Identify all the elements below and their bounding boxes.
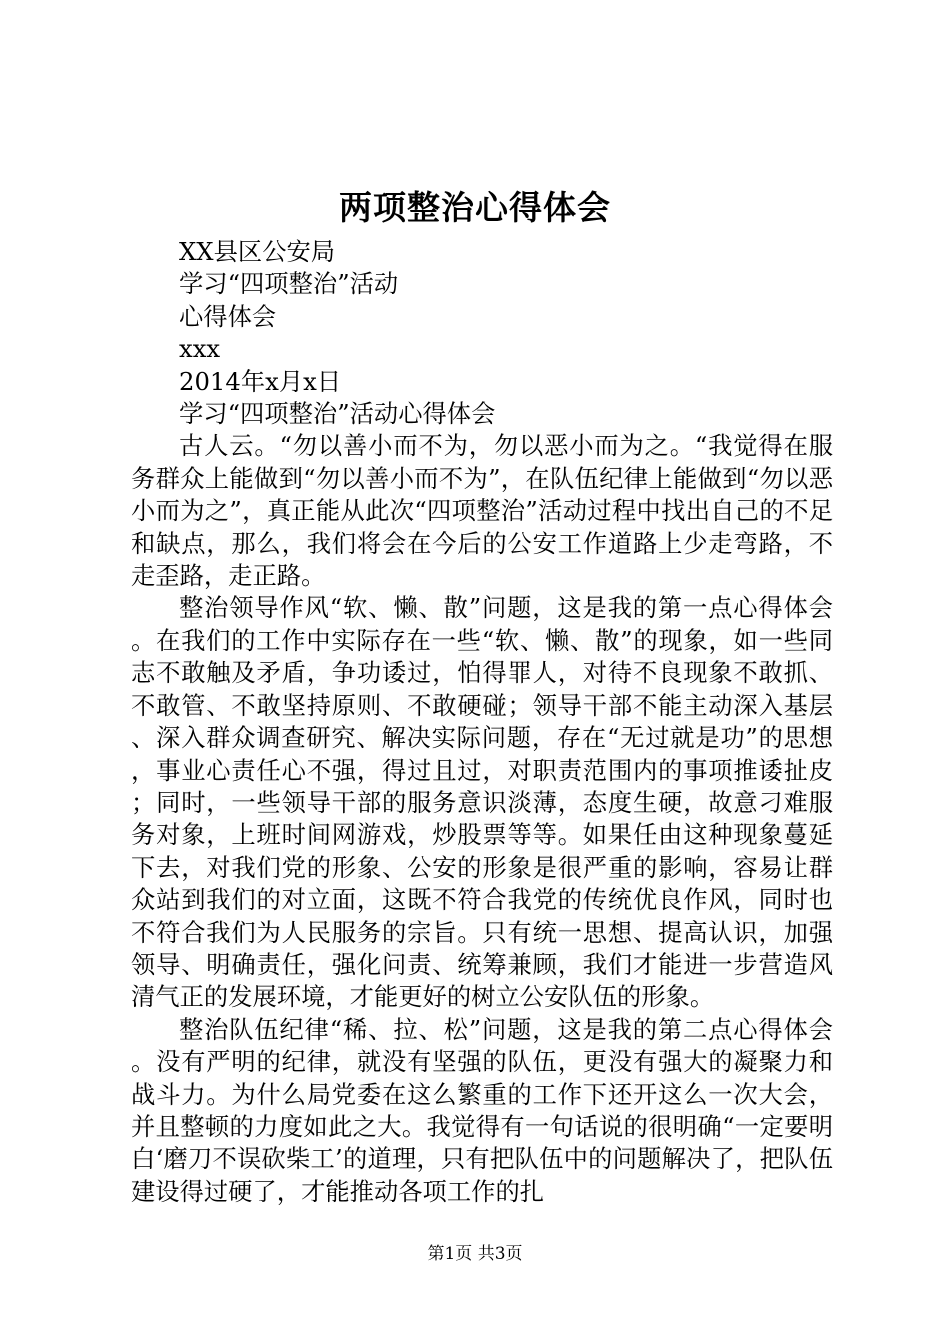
paragraph-intro: 古人云。“勿以善小而不为，勿以恶小而为之。“我觉得在服务群众上能做到“勿以善小而不为”，在队伍纪律上能做到“勿以恶小而为之”，真正能从此次“四项整治”活动过程中找出自己的不足和缺点，那么，我们将会在今后的公安工作道路上少走弯路，不走歪路，走正路。 [131, 431, 833, 591]
header-line-date: 2014年x月x日 [179, 366, 342, 396]
page-footer: 第1页 共3页 [427, 1244, 523, 1264]
document-title: 两项整治心得体会 [339, 188, 611, 227]
header-line-bureau: XX县区公安局 [179, 237, 336, 266]
header-line-activity: 学习“四项整治”活动 [179, 269, 399, 299]
header-line-heading: 学习“四项整治”活动心得体会 [179, 399, 496, 429]
header-line-subtitle: 心得体会 [179, 301, 277, 331]
paragraph-second-point: 整治队伍纪律“稀、拉、松”问题，这是我的第二点心得体会。没有严明的纪律，就没有坚强的队伍，更没有强大的凝聚力和战斗力。为什么局党委在这么繁重的工作下还开这么一次大会，并且整顿的力度如此之大。我觉得有一句话说的很明确“一定要明白‘磨刀不误砍柴工’的道理，只有把队伍中的问题解决了，把队伍建设得过硬了，才能推动各项工作的扎 [131, 1014, 833, 1206]
paragraph-first-point: 整治领导作风“软、懒、散”问题，这是我的第一点心得体会。在我们的工作中实际存在一些“软、懒、散”的现象，如一些同志不敢触及矛盾，争功诿过，怕得罪人，对待不良现象不敢抓、不敢管、不敢坚持原则、不敢硬碰；领导干部不能主动深入基层、深入群众调查研究、解决实际问题，存在“无过就是功”的思想，事业心责任心不强，得过且过，对职责范围内的事项推诿扯皮；同时，一些领导干部的服务意识淡薄，态度生硬，故意刁难服务对象，上班时间网游戏，炒股票等等。如果任由这种现象蔓延下去，对我们党的形象、公安的形象是很严重的影响，容易让群众站到我们的对立面，这既不符合我党的传统优良作风，同时也不符合我们为人民服务的宗旨。只有统一思想、提高认识，加强领导、明确责任，强化问责、统筹兼顾，我们才能进一步营造风清气正的发展环境，才能更好的树立公安队伍的形象。 [131, 593, 833, 1012]
document-body [131, 236, 833, 1208]
header-line-author: xxx [179, 334, 221, 364]
